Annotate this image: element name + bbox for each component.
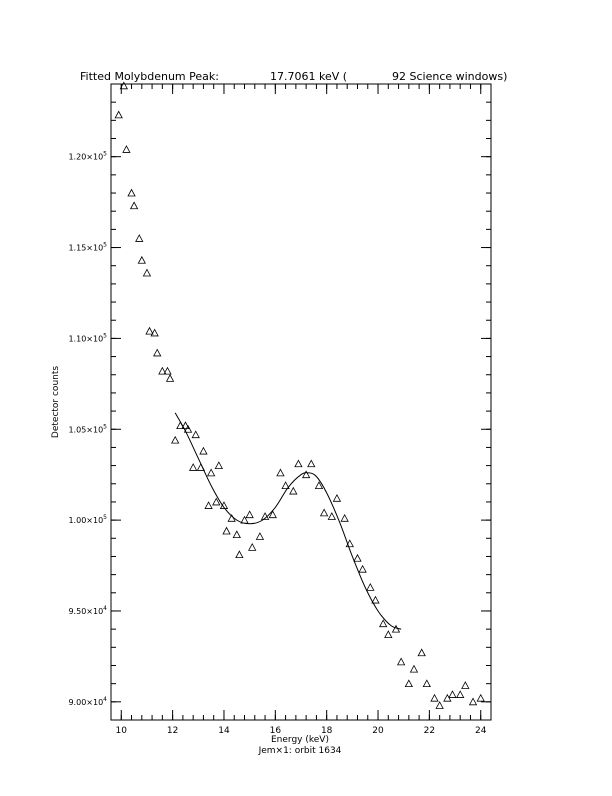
data-point xyxy=(431,695,438,702)
data-point xyxy=(215,462,222,469)
data-points xyxy=(115,82,484,708)
data-point xyxy=(128,190,135,197)
data-point xyxy=(423,680,430,687)
data-point xyxy=(354,555,361,562)
y-tick-label: $9.00\times 10^4$ xyxy=(68,695,107,707)
fit-curve-layer xyxy=(175,413,401,629)
data-point xyxy=(333,495,340,502)
data-point xyxy=(269,511,276,517)
data-point xyxy=(321,509,328,516)
x-tick-label: 20 xyxy=(372,726,384,736)
x-tick-label: 10 xyxy=(115,726,127,736)
data-point xyxy=(143,269,150,276)
y-tick-label: $1.05\times 10^5$ xyxy=(68,423,107,435)
data-point xyxy=(470,698,477,705)
data-point xyxy=(385,631,392,638)
x-tick-label: 24 xyxy=(475,726,487,736)
data-point xyxy=(167,375,174,382)
x-tick-label: 18 xyxy=(320,726,333,736)
y-axis-label: Detector counts xyxy=(51,365,61,439)
data-point xyxy=(341,515,348,522)
data-point xyxy=(303,471,310,478)
axis-ticks xyxy=(111,84,491,720)
data-point xyxy=(398,658,405,665)
data-point xyxy=(236,551,243,558)
plot-frame xyxy=(111,84,491,720)
chart-title-value: 17.7061 keV ( xyxy=(270,70,348,83)
data-point xyxy=(295,460,302,467)
y-tick-labels xyxy=(68,151,107,707)
data-point xyxy=(436,702,443,709)
data-point xyxy=(190,464,197,471)
data-point xyxy=(172,437,179,444)
data-point xyxy=(154,349,161,356)
y-tick-label: $9.50\times 10^4$ xyxy=(68,604,107,616)
data-point xyxy=(192,431,199,438)
y-tick-label: $1.15\times 10^5$ xyxy=(68,241,107,253)
data-point xyxy=(410,666,417,673)
x-tick-label: 12 xyxy=(166,726,179,736)
data-point xyxy=(418,649,425,656)
data-point xyxy=(131,202,138,209)
x-axis-label: Energy (keV) xyxy=(271,735,329,745)
x-tick-label: 14 xyxy=(218,726,230,736)
y-tick-label: $1.20\times 10^5$ xyxy=(68,150,107,162)
data-point xyxy=(277,469,284,476)
y-tick-label: $1.10\times 10^5$ xyxy=(68,332,107,344)
data-point xyxy=(290,488,297,495)
chart-caption: Jem×1: orbit 1634 xyxy=(258,746,342,756)
data-point xyxy=(359,566,366,573)
chart-title-right: 92 Science windows) xyxy=(392,70,508,83)
data-point xyxy=(146,328,153,335)
data-point xyxy=(205,502,212,509)
chart-title-left: Fitted Molybdenum Peak: xyxy=(80,70,219,83)
data-point xyxy=(449,691,456,698)
data-point xyxy=(367,584,374,591)
data-point xyxy=(308,460,315,467)
data-point xyxy=(462,682,469,689)
data-point xyxy=(136,235,143,242)
data-point xyxy=(328,513,335,520)
data-point xyxy=(233,531,240,538)
data-point xyxy=(457,691,464,698)
data-point xyxy=(223,528,230,535)
data-point xyxy=(115,111,122,118)
data-point xyxy=(246,511,253,517)
x-tick-label: 22 xyxy=(423,726,436,736)
data-point xyxy=(208,469,215,476)
x-tick-label: 16 xyxy=(269,726,282,736)
data-point xyxy=(249,544,256,551)
data-point xyxy=(123,146,130,153)
data-point xyxy=(477,695,484,702)
data-point xyxy=(200,448,207,455)
data-point xyxy=(405,680,412,687)
y-tick-label: $1.00\times 10^5$ xyxy=(68,514,107,526)
data-point xyxy=(256,533,263,540)
data-point xyxy=(138,257,145,264)
fit-curve xyxy=(175,413,401,629)
